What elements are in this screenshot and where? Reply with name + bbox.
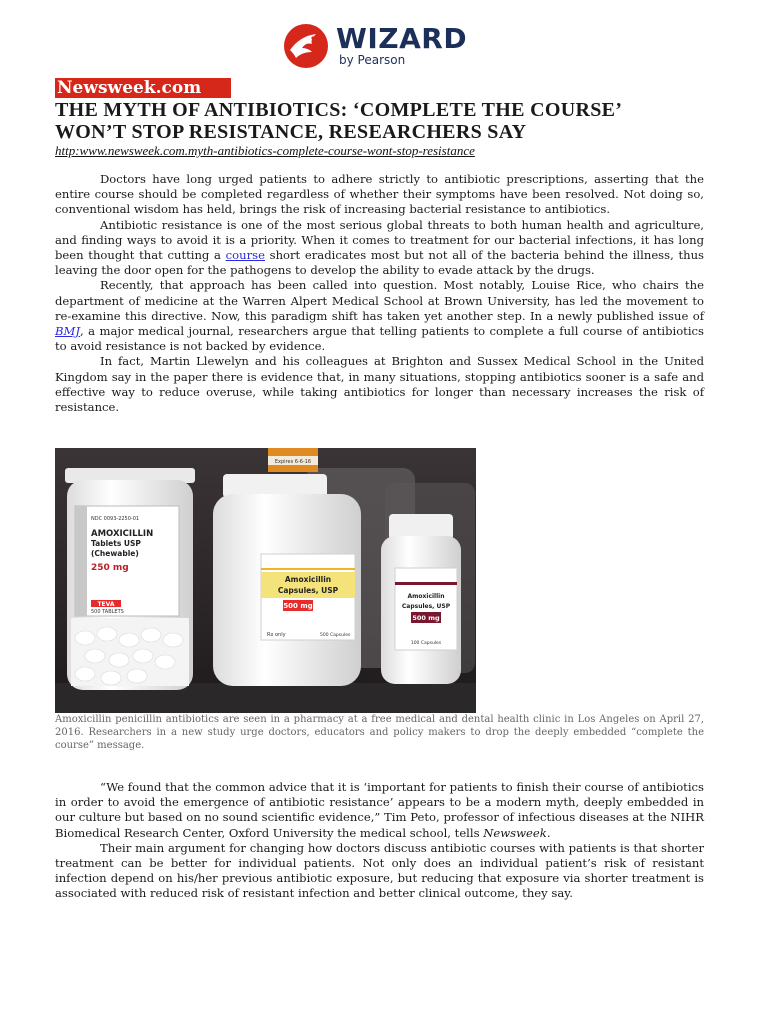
label-count: 500 Capsules: [320, 633, 351, 638]
label-drug: Amoxicillin: [407, 593, 445, 600]
text-run: Antibiotic resistance is one of the most serious global threats to both human health and agriculture, and finding ways to avoid it is a priority. When it comes to treatment for our bacterial infections, it has long been thought that cutting a: [55, 217, 704, 263]
source-url[interactable]: http:www.newsweek.com.myth-antibiotics-complete-course-wont-stop-resistance: [55, 143, 475, 158]
label-form: Capsules, USP: [277, 586, 339, 595]
wizard-logo: [282, 22, 492, 70]
article-headline: [55, 99, 705, 143]
label-drug: AMOXICILLIN: [91, 529, 154, 539]
cap-expiry-text: Expires 6-6-16: [274, 459, 312, 465]
article-body-top: [55, 172, 704, 415]
label-code: NDC 0093-2250-01: [91, 516, 140, 522]
paragraph: [55, 780, 704, 841]
paragraph: [55, 218, 704, 279]
paragraph: [55, 278, 704, 354]
logo-wordmark: WIZARD: [336, 22, 468, 55]
label-form: Capsules, USP: [401, 603, 451, 610]
label-dose: 500 mg: [283, 602, 313, 610]
bmj-link[interactable]: BMJ: [55, 324, 81, 339]
text-run: “We found that the common advice that it is ‘important for patients to finish their course of antibiotics in order to avoid the emergence of antibiotic resistance’ appears to be a modern myth, deeply embedded in our culture but based on no sound scientific evidence,” Tim Peto, professor of infectious diseases at the NIHR Biomedical Research Center, Oxford University the medical school, tells: [55, 780, 704, 840]
pill-bottles-image: [55, 448, 476, 713]
label-dose: 500 mg: [412, 614, 440, 622]
headline-line-2: WON’T STOP RESISTANCE, RESEARCHERS SAY: [55, 121, 527, 143]
photo-caption: Amoxicillin penicillin antibiotics are seen in a pharmacy at a free medical and dental health clinic in Los Angeles on April 27, 2016. Researchers in a new study urge doctors, educators and policy makers to drop the deeply embedded “complete the course” message.: [55, 714, 704, 751]
article-body-bottom: [55, 780, 704, 902]
text-run: .: [546, 825, 551, 840]
eagle-icon: [282, 22, 330, 70]
label-drug: Amoxicillin: [284, 575, 332, 584]
label-type: (Chewable): [91, 549, 139, 558]
label-rx: Rx only: [267, 632, 286, 638]
logo-subtitle: by Pearson: [339, 53, 406, 67]
amoxicillin-photo: [55, 448, 476, 713]
paragraph: Their main argument for changing how doctors discuss antibiotic courses with patients is that shorter treatment can be better for individual patients. Not only does an individual patient’s risk of resistant infection depend on his/her previous antibiotic exposure, but reducing that exposure via shorter treatment is associated with reduced risk of resistant infection and better clinical outcome, they say.: [55, 840, 704, 901]
text-run: short eradicates most but not all of the bacteria behind the illness, thus leaving the door open for the pathogens to develop the ability to evade attack by the drugs.: [55, 248, 704, 278]
label-form: Tablets USP: [91, 539, 141, 548]
course-link[interactable]: course: [225, 248, 265, 263]
newsweek-masthead: Newsweek.com: [55, 78, 231, 98]
text-run: Recently, that approach has been called into question. Most notably, Louise Rice, who chairs the department of medicine at the Warren Alpert Medical School at Brown University, has led the movement to re-examine this directive. Now, this paradigm shift has taken yet another step. In a newly published issue of: [55, 278, 704, 323]
text-run: , a major medical journal, researchers argue that telling patients to complete a full course of antibiotics to avoid resistance is not backed by evidence.: [55, 324, 704, 354]
paragraph: In fact, Martin Llewelyn and his colleagues at Brighton and Sussex Medical School in the United Kingdom say in the paper there is evidence that, in many situations, stopping antibiotics sooner is a safe and effective way to reduce overuse, while taking antibiotics for longer than necessary increases the risk of resistance.: [55, 354, 704, 415]
label-brand: TEVA: [97, 601, 115, 608]
paragraph: Doctors have long urged patients to adhere strictly to antibiotic prescriptions, asserting that the entire course should be completed regardless of whether their symptoms have been resolved. Not doing so, conventional wisdom has held, brings the risk of increasing bacterial resistance to antibiotics.: [55, 172, 704, 217]
headline-line-1: THE MYTH OF ANTIBIOTICS: ‘COMPLETE THE COURSE’: [55, 99, 623, 121]
label-count: 100 Capsules: [410, 641, 442, 646]
label-dose: 250 mg: [91, 563, 129, 573]
publication-name: Newsweek: [483, 825, 547, 840]
label-count: 500 TABLETS: [91, 609, 124, 615]
